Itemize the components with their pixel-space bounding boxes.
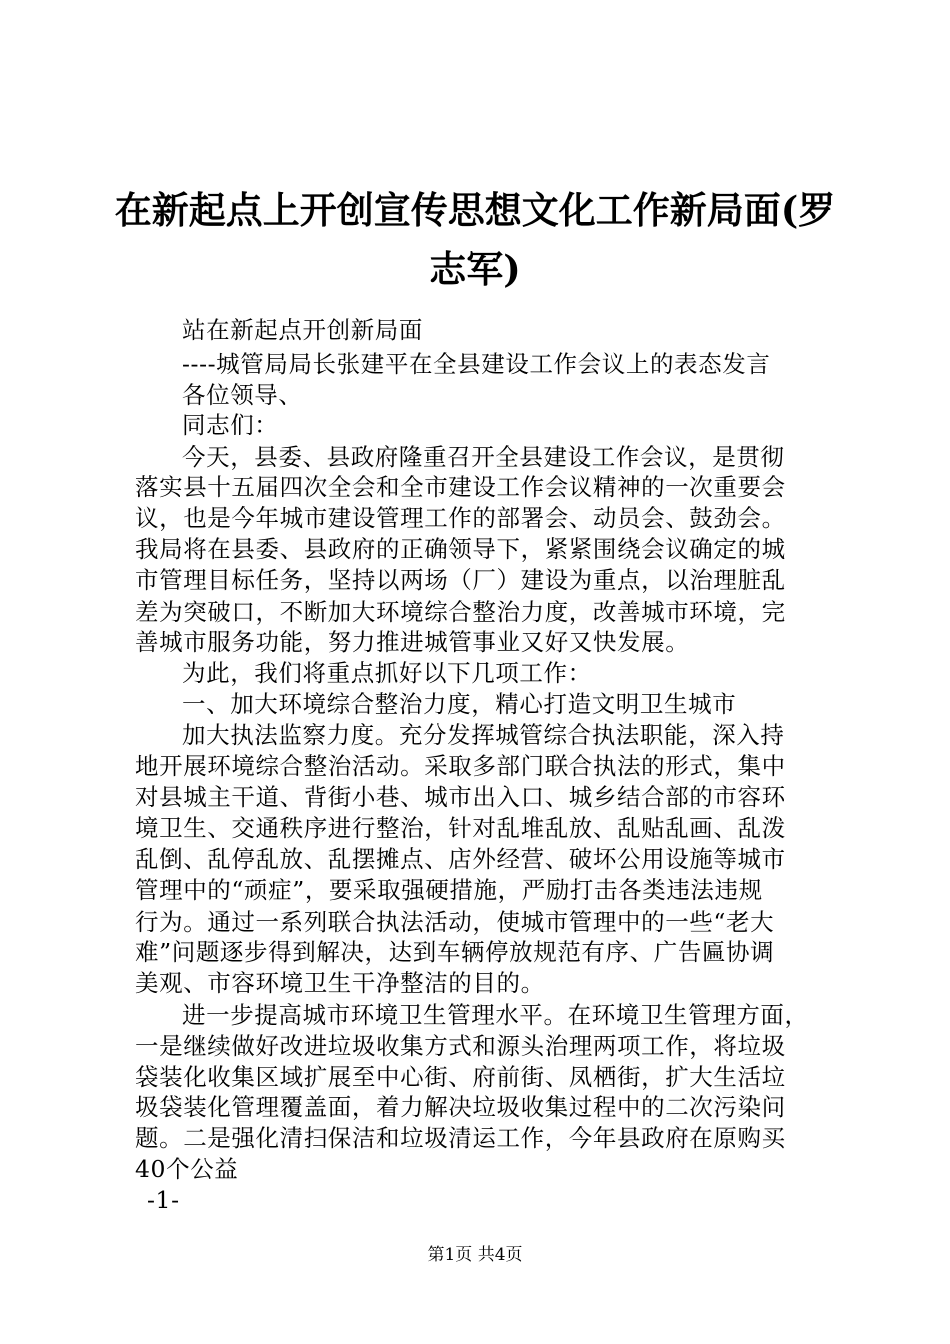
body-line: 圾袋装化管理覆盖面，着力解决垃圾收集过程中的二次污染问	[135, 1093, 786, 1121]
body-line: 境卫生、交通秩序进行整治，针对乱堆乱放、乱贴乱画、乱泼	[135, 814, 786, 842]
body-line: 行为。通过一系列联合执法活动，使城市管理中的一些“老大	[135, 908, 775, 936]
body-line: -1-	[147, 1186, 180, 1214]
body-line: 美观、市容环境卫生干净整洁的目的。	[135, 969, 545, 997]
body-line: 40个公益	[135, 1155, 239, 1183]
document-title-line-1: 在新起点上开创宣传思想文化工作新局面(罗	[114, 188, 836, 232]
body-line: 对县城主干道、背街小巷、城市出入口、城乡结合部的市容环	[135, 783, 786, 811]
body-line: 袋装化收集区域扩展至中心街、府前街、凤栖街，扩大生活垃	[135, 1063, 786, 1091]
body-line: 难”问题逐步得到解决，达到车辆停放规范有序、广告匾协调	[135, 938, 775, 966]
body-line: 同志们：	[182, 411, 279, 439]
body-line: 市管理目标任务，坚持以两场（厂）建设为重点，以治理脏乱	[135, 566, 786, 594]
document-title-line-2: 志军)	[429, 247, 521, 291]
body-line: 为此，我们将重点抓好以下几项工作：	[182, 659, 592, 687]
body-line: 议，也是今年城市建设管理工作的部署会、动员会、鼓劲会。	[135, 504, 786, 532]
body-line: 一是继续做好改进垃圾收集方式和源头治理两项工作，将垃圾	[135, 1032, 786, 1060]
body-line: 加大执法监察力度。充分发挥城管综合执法职能，深入持	[182, 721, 785, 749]
body-line: 管理中的“顽症”，要采取强硬措施，严励打击各类违法违规	[135, 876, 763, 904]
body-line: ----城管局局长张建平在全县建设工作会议上的表态发言	[182, 350, 771, 378]
body-line: 一、加大环境综合整治力度，精心打造文明卫生城市	[182, 690, 737, 718]
body-line: 乱倒、乱停乱放、乱摆摊点、店外经营、破坏公用设施等城市	[135, 845, 786, 873]
body-line: 落实县十五届四次全会和全市建设工作会议精神的一次重要会	[135, 473, 786, 501]
body-line: 地开展环境综合整治活动。采取多部门联合执法的形式，集中	[135, 752, 786, 780]
body-line: 进一步提高城市环境卫生管理水平。在环境卫生管理方面，	[182, 1001, 809, 1029]
body-line: 今天，县委、县政府隆重召开全县建设工作会议，是贯彻	[182, 443, 785, 471]
body-line: 善城市服务功能，努力推进城管事业又好又快发展。	[135, 628, 690, 656]
body-line: 各位领导、	[182, 381, 303, 409]
body-line: 差为突破口，不断加大环境综合整治力度，改善城市环境，完	[135, 598, 786, 626]
body-line: 我局将在县委、县政府的正确领导下，紧紧围绕会议确定的城	[135, 535, 786, 563]
body-line: 题。二是强化清扫保洁和垃圾清运工作，今年县政府在原购买	[135, 1124, 786, 1152]
body-line: 站在新起点开创新局面	[182, 316, 423, 344]
page-footer: 第1页 共4页	[427, 1245, 523, 1265]
